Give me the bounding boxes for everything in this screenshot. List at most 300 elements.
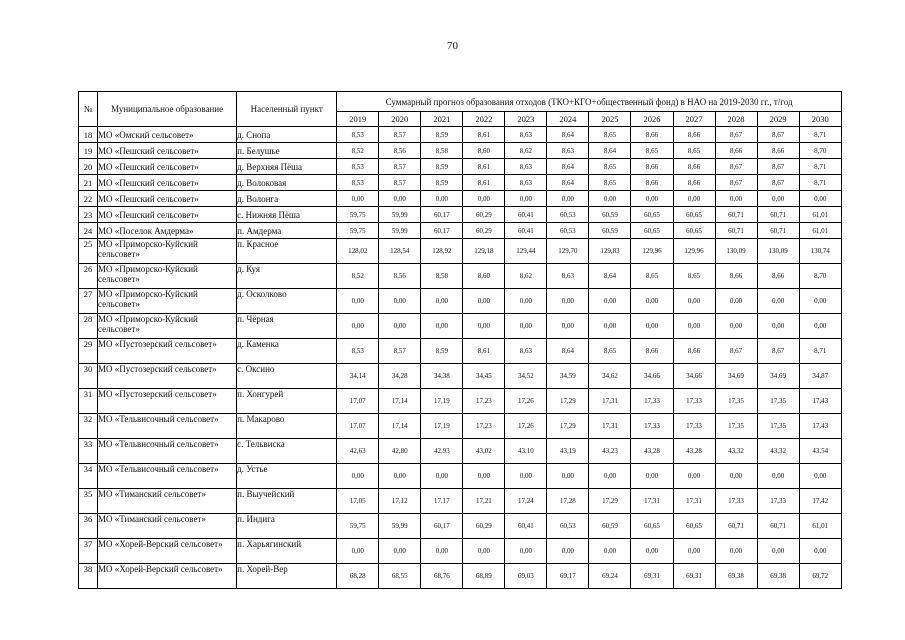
row-number: 27 bbox=[79, 289, 98, 314]
locality-cell: д. Волонга bbox=[237, 191, 337, 207]
value-cell: 8,66 bbox=[631, 339, 673, 364]
value-cell: 8,52 bbox=[337, 143, 379, 159]
municipality-cell: МО «Хорей-Верский сельсовет» bbox=[98, 564, 237, 589]
value-cell: 0,00 bbox=[589, 539, 631, 564]
value-cell: 0,00 bbox=[799, 289, 841, 314]
row-number: 24 bbox=[79, 223, 98, 239]
value-cell: 0,00 bbox=[547, 464, 589, 489]
value-cell: 0,00 bbox=[589, 289, 631, 314]
header-year: 2022 bbox=[463, 112, 505, 127]
header-year: 2021 bbox=[421, 112, 463, 127]
header-year: 2030 bbox=[799, 112, 841, 127]
value-cell: 60,59 bbox=[589, 223, 631, 239]
value-cell: 8,57 bbox=[379, 175, 421, 191]
value-cell: 34,69 bbox=[715, 364, 757, 389]
value-cell: 8,67 bbox=[757, 159, 799, 175]
value-cell: 8,57 bbox=[379, 339, 421, 364]
value-cell: 60,41 bbox=[505, 207, 547, 223]
value-cell: 17,21 bbox=[463, 489, 505, 514]
value-cell: 0,00 bbox=[505, 539, 547, 564]
value-cell: 8,62 bbox=[505, 264, 547, 289]
value-cell: 0,00 bbox=[421, 464, 463, 489]
row-number: 29 bbox=[79, 339, 98, 364]
municipality-cell: МО «Пешский сельсовет» bbox=[98, 143, 237, 159]
value-cell: 8,64 bbox=[589, 143, 631, 159]
row-number: 38 bbox=[79, 564, 98, 589]
municipality-cell: МО «Приморско-Куйский сельсовет» bbox=[98, 314, 237, 339]
row-number: 22 bbox=[79, 191, 98, 207]
table-row bbox=[79, 191, 842, 207]
table-row bbox=[79, 314, 842, 339]
value-cell: 0,00 bbox=[463, 464, 505, 489]
row-number: 18 bbox=[79, 127, 98, 143]
value-cell: 60,59 bbox=[589, 514, 631, 539]
value-cell: 8,64 bbox=[589, 264, 631, 289]
value-cell: 8,64 bbox=[547, 175, 589, 191]
value-cell: 68,55 bbox=[379, 564, 421, 589]
locality-cell: п. Харьягинский bbox=[237, 539, 337, 564]
municipality-cell: МО «Пустозерский сельсовет» bbox=[98, 339, 237, 364]
value-cell: 8,66 bbox=[673, 339, 715, 364]
table-row bbox=[79, 439, 842, 464]
value-cell: 8,70 bbox=[799, 264, 841, 289]
value-cell: 0,00 bbox=[463, 539, 505, 564]
locality-cell: д. Снопа bbox=[237, 127, 337, 143]
value-cell: 8,61 bbox=[463, 127, 505, 143]
value-cell: 17,35 bbox=[757, 389, 799, 414]
value-cell: 60,17 bbox=[421, 207, 463, 223]
value-cell: 8,66 bbox=[631, 175, 673, 191]
value-cell: 59,99 bbox=[379, 223, 421, 239]
row-number: 23 bbox=[79, 207, 98, 223]
municipality-cell: МО «Пустозерский сельсовет» bbox=[98, 364, 237, 389]
value-cell: 0,00 bbox=[379, 464, 421, 489]
value-cell: 34,52 bbox=[505, 364, 547, 389]
value-cell: 8,57 bbox=[379, 159, 421, 175]
value-cell: 17,28 bbox=[547, 489, 589, 514]
value-cell: 34,69 bbox=[757, 364, 799, 389]
row-number: 35 bbox=[79, 489, 98, 514]
value-cell: 17,29 bbox=[547, 389, 589, 414]
value-cell: 130,09 bbox=[715, 239, 757, 264]
value-cell: 69,72 bbox=[799, 564, 841, 589]
value-cell: 68,89 bbox=[463, 564, 505, 589]
value-cell: 0,00 bbox=[379, 539, 421, 564]
value-cell: 8,66 bbox=[673, 159, 715, 175]
municipality-cell: МО «Пешский сельсовет» bbox=[98, 159, 237, 175]
value-cell: 0,00 bbox=[589, 314, 631, 339]
value-cell: 8,62 bbox=[505, 143, 547, 159]
value-cell: 8,66 bbox=[631, 127, 673, 143]
value-cell: 129,96 bbox=[631, 239, 673, 264]
locality-cell: п. Индига bbox=[237, 514, 337, 539]
value-cell: 69,24 bbox=[589, 564, 631, 589]
row-number: 19 bbox=[79, 143, 98, 159]
value-cell: 43,23 bbox=[589, 439, 631, 464]
value-cell: 0,00 bbox=[505, 464, 547, 489]
value-cell: 8,67 bbox=[757, 339, 799, 364]
value-cell: 0,00 bbox=[379, 289, 421, 314]
value-cell: 17,19 bbox=[421, 414, 463, 439]
locality-cell: п. Хонгурей bbox=[237, 389, 337, 414]
value-cell: 0,00 bbox=[715, 314, 757, 339]
value-cell: 59,75 bbox=[337, 514, 379, 539]
table-row bbox=[79, 564, 842, 589]
value-cell: 34,28 bbox=[379, 364, 421, 389]
value-cell: 8,60 bbox=[463, 264, 505, 289]
value-cell: 60,71 bbox=[757, 514, 799, 539]
value-cell: 0,00 bbox=[631, 289, 673, 314]
value-cell: 34,38 bbox=[421, 364, 463, 389]
value-cell: 17,29 bbox=[589, 489, 631, 514]
header-year: 2029 bbox=[757, 112, 799, 127]
value-cell: 130,09 bbox=[757, 239, 799, 264]
table-row bbox=[79, 339, 842, 364]
value-cell: 17,31 bbox=[589, 389, 631, 414]
value-cell: 0,00 bbox=[631, 314, 673, 339]
value-cell: 17,33 bbox=[757, 489, 799, 514]
header-year: 2020 bbox=[379, 112, 421, 127]
municipality-cell: МО «Тиманский сельсовет» bbox=[98, 514, 237, 539]
value-cell: 8,56 bbox=[379, 264, 421, 289]
value-cell: 0,00 bbox=[589, 191, 631, 207]
value-cell: 8,60 bbox=[463, 143, 505, 159]
value-cell: 8,65 bbox=[589, 159, 631, 175]
value-cell: 61,01 bbox=[799, 514, 841, 539]
table-row bbox=[79, 464, 842, 489]
value-cell: 17,43 bbox=[799, 414, 841, 439]
value-cell: 17,05 bbox=[337, 489, 379, 514]
value-cell: 8,65 bbox=[673, 143, 715, 159]
value-cell: 17,14 bbox=[379, 389, 421, 414]
locality-cell: п. Белушье bbox=[237, 143, 337, 159]
value-cell: 8,71 bbox=[799, 175, 841, 191]
value-cell: 17,19 bbox=[421, 389, 463, 414]
value-cell: 61,01 bbox=[799, 207, 841, 223]
value-cell: 17,12 bbox=[379, 489, 421, 514]
row-number: 21 bbox=[79, 175, 98, 191]
header-year: 2028 bbox=[715, 112, 757, 127]
value-cell: 8,67 bbox=[715, 159, 757, 175]
header-locality: Населенный пункт bbox=[237, 92, 337, 127]
value-cell: 59,75 bbox=[337, 223, 379, 239]
municipality-cell: МО «Пешский сельсовет» bbox=[98, 207, 237, 223]
value-cell: 17,42 bbox=[799, 489, 841, 514]
value-cell: 0,00 bbox=[631, 464, 673, 489]
value-cell: 0,00 bbox=[505, 191, 547, 207]
value-cell: 0,00 bbox=[589, 464, 631, 489]
locality-cell: д. Волоковая bbox=[237, 175, 337, 191]
value-cell: 8,63 bbox=[547, 264, 589, 289]
value-cell: 8,67 bbox=[715, 127, 757, 143]
value-cell: 43,19 bbox=[547, 439, 589, 464]
value-cell: 8,71 bbox=[799, 339, 841, 364]
value-cell: 8,61 bbox=[463, 159, 505, 175]
value-cell: 8,63 bbox=[547, 143, 589, 159]
value-cell: 0,00 bbox=[547, 539, 589, 564]
locality-cell: с. Оксино bbox=[237, 364, 337, 389]
value-cell: 8,70 bbox=[799, 143, 841, 159]
value-cell: 17,29 bbox=[547, 414, 589, 439]
row-number: 34 bbox=[79, 464, 98, 489]
header-year: 2019 bbox=[337, 112, 379, 127]
value-cell: 43,28 bbox=[673, 439, 715, 464]
header-year: 2026 bbox=[631, 112, 673, 127]
value-cell: 0,00 bbox=[547, 191, 589, 207]
value-cell: 17,31 bbox=[631, 489, 673, 514]
value-cell: 8,57 bbox=[379, 127, 421, 143]
value-cell: 60,71 bbox=[715, 514, 757, 539]
value-cell: 0,00 bbox=[631, 539, 673, 564]
value-cell: 17,31 bbox=[589, 414, 631, 439]
value-cell: 60,65 bbox=[673, 514, 715, 539]
value-cell: 0,00 bbox=[421, 539, 463, 564]
value-cell: 0,00 bbox=[337, 539, 379, 564]
value-cell: 43,32 bbox=[715, 439, 757, 464]
value-cell: 0,00 bbox=[337, 464, 379, 489]
value-cell: 8,67 bbox=[757, 127, 799, 143]
value-cell: 60,29 bbox=[463, 207, 505, 223]
table-row bbox=[79, 159, 842, 175]
value-cell: 0,00 bbox=[715, 464, 757, 489]
value-cell: 8,59 bbox=[421, 159, 463, 175]
value-cell: 0,00 bbox=[379, 314, 421, 339]
value-cell: 68,28 bbox=[337, 564, 379, 589]
value-cell: 128,02 bbox=[337, 239, 379, 264]
value-cell: 0,00 bbox=[799, 539, 841, 564]
table-row bbox=[79, 539, 842, 564]
value-cell: 8,63 bbox=[505, 339, 547, 364]
value-cell: 60,53 bbox=[547, 207, 589, 223]
table-row bbox=[79, 514, 842, 539]
value-cell: 17,31 bbox=[673, 489, 715, 514]
table-row bbox=[79, 143, 842, 159]
value-cell: 17,07 bbox=[337, 414, 379, 439]
municipality-cell: МО «Пешский сельсовет» bbox=[98, 191, 237, 207]
value-cell: 8,67 bbox=[715, 339, 757, 364]
row-number: 26 bbox=[79, 264, 98, 289]
row-number: 36 bbox=[79, 514, 98, 539]
value-cell: 8,66 bbox=[715, 143, 757, 159]
value-cell: 69,03 bbox=[505, 564, 547, 589]
value-cell: 8,63 bbox=[505, 175, 547, 191]
header-year: 2027 bbox=[673, 112, 715, 127]
value-cell: 34,45 bbox=[463, 364, 505, 389]
value-cell: 34,66 bbox=[631, 364, 673, 389]
value-cell: 0,00 bbox=[337, 314, 379, 339]
value-cell: 17,35 bbox=[715, 389, 757, 414]
value-cell: 8,61 bbox=[463, 175, 505, 191]
locality-cell: п. Амдерма bbox=[237, 223, 337, 239]
value-cell: 0,00 bbox=[673, 289, 715, 314]
value-cell: 0,00 bbox=[715, 539, 757, 564]
value-cell: 60,71 bbox=[715, 223, 757, 239]
value-cell: 0,00 bbox=[547, 289, 589, 314]
value-cell: 17,33 bbox=[673, 389, 715, 414]
value-cell: 60,29 bbox=[463, 223, 505, 239]
municipality-cell: МО «Тиманский сельсовет» bbox=[98, 489, 237, 514]
value-cell: 60,41 bbox=[505, 514, 547, 539]
value-cell: 0,00 bbox=[337, 289, 379, 314]
row-number: 32 bbox=[79, 414, 98, 439]
value-cell: 129,96 bbox=[673, 239, 715, 264]
value-cell: 0,00 bbox=[757, 289, 799, 314]
value-cell: 8,65 bbox=[589, 175, 631, 191]
row-number: 25 bbox=[79, 239, 98, 264]
row-number: 33 bbox=[79, 439, 98, 464]
municipality-cell: МО «Хорей-Верский сельсовет» bbox=[98, 539, 237, 564]
value-cell: 128,54 bbox=[379, 239, 421, 264]
locality-cell: п. Красное bbox=[237, 239, 337, 264]
value-cell: 8,63 bbox=[505, 159, 547, 175]
value-cell: 17,23 bbox=[463, 389, 505, 414]
value-cell: 0,00 bbox=[673, 539, 715, 564]
value-cell: 8,53 bbox=[337, 127, 379, 143]
value-cell: 0,00 bbox=[799, 191, 841, 207]
header-number: № bbox=[79, 92, 98, 127]
value-cell: 59,75 bbox=[337, 207, 379, 223]
value-cell: 0,00 bbox=[421, 289, 463, 314]
value-cell: 0,00 bbox=[421, 191, 463, 207]
table-row bbox=[79, 364, 842, 389]
value-cell: 17,14 bbox=[379, 414, 421, 439]
value-cell: 60,41 bbox=[505, 223, 547, 239]
value-cell: 8,59 bbox=[421, 339, 463, 364]
value-cell: 69,38 bbox=[715, 564, 757, 589]
locality-cell: п. Хорей-Вер bbox=[237, 564, 337, 589]
row-number: 31 bbox=[79, 389, 98, 414]
value-cell: 17,33 bbox=[673, 414, 715, 439]
value-cell: 8,65 bbox=[631, 264, 673, 289]
value-cell: 69,31 bbox=[631, 564, 673, 589]
value-cell: 34,14 bbox=[337, 364, 379, 389]
locality-cell: п. Выучейский bbox=[237, 489, 337, 514]
value-cell: 60,65 bbox=[631, 223, 673, 239]
value-cell: 8,66 bbox=[715, 264, 757, 289]
waste-forecast-table bbox=[78, 91, 842, 589]
value-cell: 17,43 bbox=[799, 389, 841, 414]
value-cell: 8,59 bbox=[421, 175, 463, 191]
value-cell: 8,66 bbox=[757, 143, 799, 159]
value-cell: 17,17 bbox=[421, 489, 463, 514]
value-cell: 17,35 bbox=[715, 414, 757, 439]
value-cell: 17,26 bbox=[505, 414, 547, 439]
value-cell: 8,65 bbox=[673, 264, 715, 289]
value-cell: 8,64 bbox=[547, 339, 589, 364]
value-cell: 60,65 bbox=[673, 223, 715, 239]
value-cell: 42,80 bbox=[379, 439, 421, 464]
value-cell: 0,00 bbox=[757, 314, 799, 339]
value-cell: 8,65 bbox=[631, 143, 673, 159]
value-cell: 42,63 bbox=[337, 439, 379, 464]
value-cell: 60,65 bbox=[673, 207, 715, 223]
value-cell: 69,31 bbox=[673, 564, 715, 589]
locality-cell: д. Осколково bbox=[237, 289, 337, 314]
value-cell: 17,35 bbox=[757, 414, 799, 439]
table-row bbox=[79, 207, 842, 223]
value-cell: 34,62 bbox=[589, 364, 631, 389]
value-cell: 17,26 bbox=[505, 389, 547, 414]
municipality-cell: МО «Приморско-Куйский сельсовет» bbox=[98, 264, 237, 289]
value-cell: 8,56 bbox=[379, 143, 421, 159]
header-municipality: Муниципальное образование bbox=[98, 92, 237, 127]
value-cell: 130,74 bbox=[799, 239, 841, 264]
value-cell: 60,71 bbox=[715, 207, 757, 223]
value-cell: 8,71 bbox=[799, 127, 841, 143]
header-forecast-title: Суммарный прогноз образования отходов (ТКО+КГО+общественный фонд) в НАО на 2019-2030 гг., т/год bbox=[337, 92, 842, 112]
value-cell: 8,63 bbox=[505, 127, 547, 143]
value-cell: 0,00 bbox=[505, 314, 547, 339]
value-cell: 8,65 bbox=[589, 127, 631, 143]
value-cell: 43,32 bbox=[757, 439, 799, 464]
table-row bbox=[79, 289, 842, 314]
value-cell: 8,58 bbox=[421, 143, 463, 159]
row-number: 37 bbox=[79, 539, 98, 564]
value-cell: 68,76 bbox=[421, 564, 463, 589]
page-number: 70 bbox=[447, 40, 458, 52]
value-cell: 17,07 bbox=[337, 389, 379, 414]
value-cell: 34,87 bbox=[799, 364, 841, 389]
value-cell: 69,17 bbox=[547, 564, 589, 589]
value-cell: 0,00 bbox=[757, 464, 799, 489]
value-cell: 0,00 bbox=[715, 289, 757, 314]
value-cell: 8,64 bbox=[547, 127, 589, 143]
value-cell: 60,65 bbox=[631, 514, 673, 539]
municipality-cell: МО «Приморско-Куйский сельсовет» bbox=[98, 239, 237, 264]
value-cell: 8,67 bbox=[757, 175, 799, 191]
header-year: 2025 bbox=[589, 112, 631, 127]
municipality-cell: МО «Поселок Амдерма» bbox=[98, 223, 237, 239]
municipality-cell: МО «Пустозерский сельсовет» bbox=[98, 389, 237, 414]
value-cell: 59,99 bbox=[379, 514, 421, 539]
value-cell: 43,54 bbox=[799, 439, 841, 464]
value-cell: 17,33 bbox=[715, 489, 757, 514]
value-cell: 8,66 bbox=[673, 127, 715, 143]
value-cell: 129,44 bbox=[505, 239, 547, 264]
row-number: 30 bbox=[79, 364, 98, 389]
value-cell: 8,66 bbox=[757, 264, 799, 289]
municipality-cell: МО «Тельвисочный сельсовет» bbox=[98, 414, 237, 439]
value-cell: 0,00 bbox=[799, 314, 841, 339]
row-number: 20 bbox=[79, 159, 98, 175]
value-cell: 34,59 bbox=[547, 364, 589, 389]
table-body bbox=[79, 127, 842, 589]
value-cell: 0,00 bbox=[337, 191, 379, 207]
value-cell: 129,70 bbox=[547, 239, 589, 264]
value-cell: 34,66 bbox=[673, 364, 715, 389]
locality-cell: п. Макарово bbox=[237, 414, 337, 439]
value-cell: 42,93 bbox=[421, 439, 463, 464]
locality-cell: с. Тельвиска bbox=[237, 439, 337, 464]
value-cell: 0,00 bbox=[673, 191, 715, 207]
header-year: 2023 bbox=[505, 112, 547, 127]
value-cell: 17,33 bbox=[631, 414, 673, 439]
value-cell: 0,00 bbox=[505, 289, 547, 314]
locality-cell: д. Куя bbox=[237, 264, 337, 289]
value-cell: 69,38 bbox=[757, 564, 799, 589]
header-year: 2024 bbox=[547, 112, 589, 127]
municipality-cell: МО «Пешский сельсовет» bbox=[98, 175, 237, 191]
value-cell: 8,66 bbox=[673, 175, 715, 191]
value-cell: 60,71 bbox=[757, 207, 799, 223]
table-row bbox=[79, 389, 842, 414]
value-cell: 0,00 bbox=[673, 314, 715, 339]
locality-cell: п. Чёрная bbox=[237, 314, 337, 339]
table-row bbox=[79, 223, 842, 239]
value-cell: 128,92 bbox=[421, 239, 463, 264]
value-cell: 60,65 bbox=[631, 207, 673, 223]
table-row bbox=[79, 264, 842, 289]
